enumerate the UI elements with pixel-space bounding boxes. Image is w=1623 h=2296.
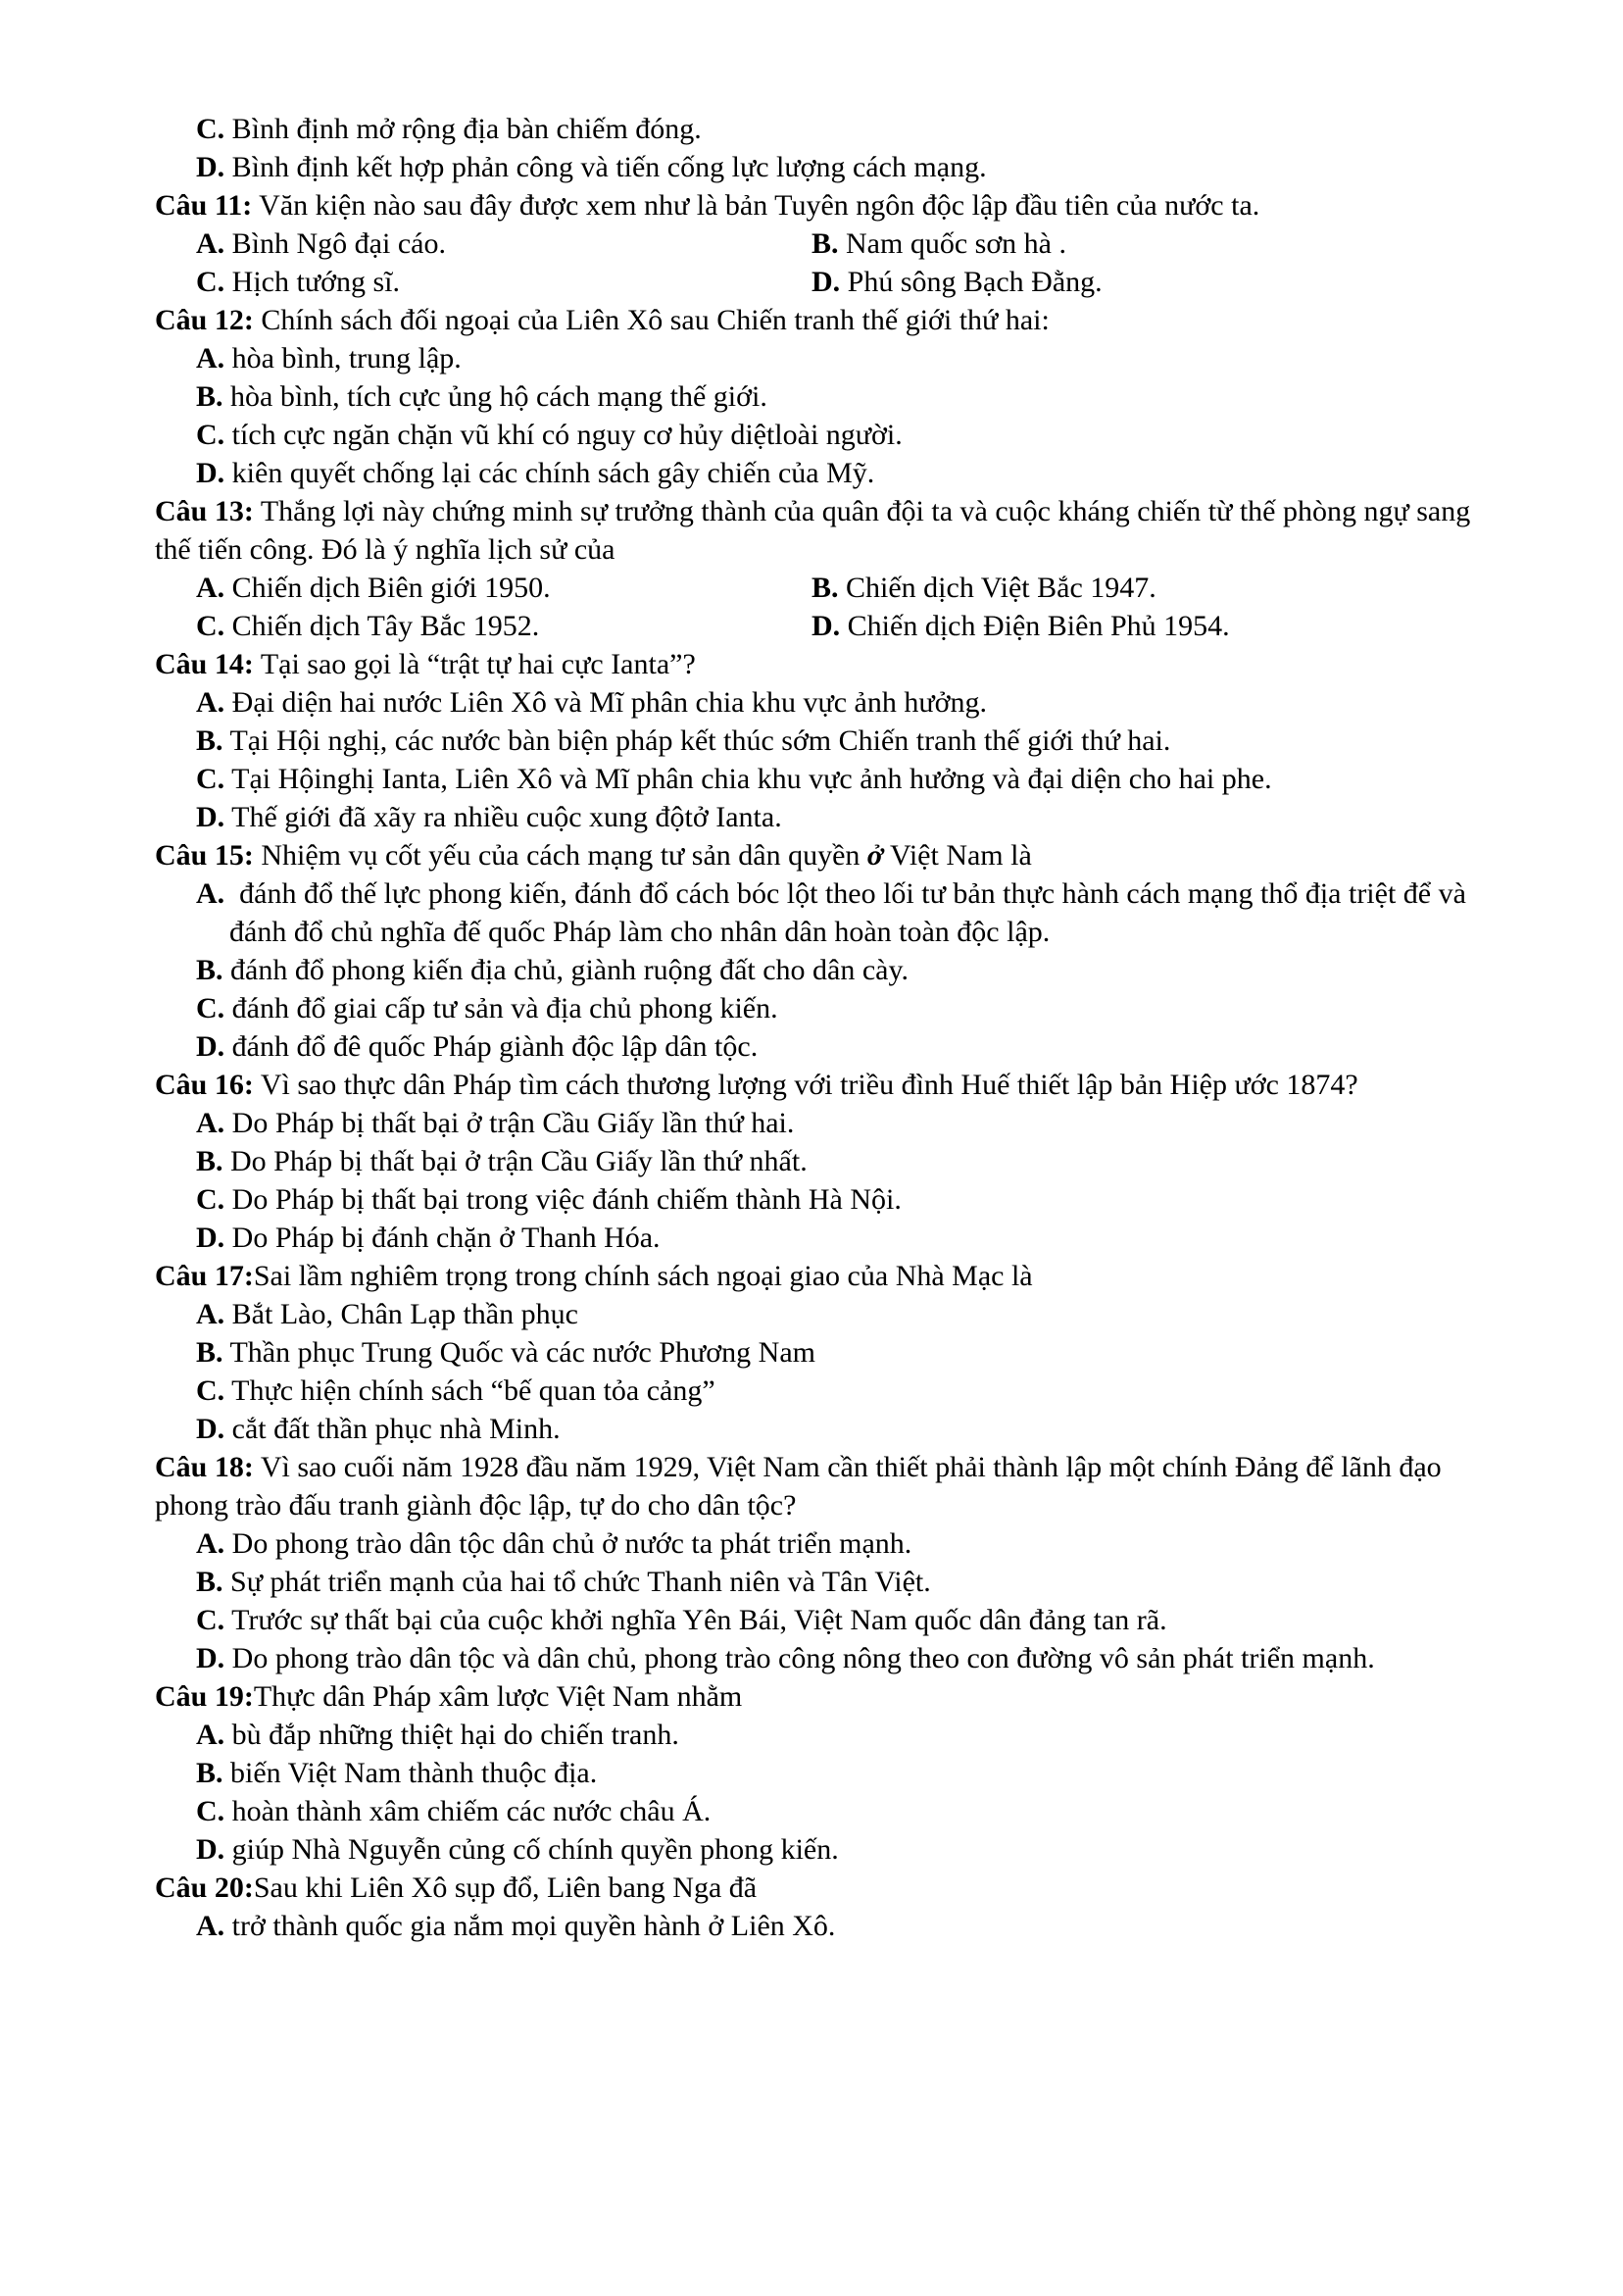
question-stem	[155, 836, 1505, 874]
question-text: Sai lầm nghiêm trọng trong chính sách ngoại giao của Nhà Mạc là	[253, 1260, 1033, 1292]
option-letter: C.	[196, 113, 225, 145]
option-c	[196, 263, 812, 301]
option-c	[196, 1372, 1505, 1410]
option-text: đánh đổ đê quốc Pháp giành độc lập dân tộc.	[231, 1030, 759, 1063]
option-letter: C.	[196, 419, 225, 451]
option-letter: B.	[196, 1336, 223, 1369]
option-d	[196, 1639, 1505, 1677]
question-label: Câu 13:	[155, 495, 254, 527]
option-letter: B.	[196, 380, 223, 413]
option-text: Do Pháp bị đánh chặn ở Thanh Hóa.	[231, 1222, 661, 1254]
option-letter: D.	[196, 1833, 225, 1866]
option-d	[196, 1830, 1505, 1869]
question-text: Chính sách đối ngoại của Liên Xô sau Chiến tranh thế giới thứ hai:	[261, 304, 1050, 336]
option-b	[196, 1142, 1505, 1180]
question-stem	[155, 1257, 1505, 1295]
option-text: Sự phát triển mạnh của hai tổ chức Thanh niên và Tân Việt.	[230, 1566, 931, 1598]
question-text: Thắng lợi này chứng minh sự trưởng thành của quân đội ta và cuộc kháng chiến từ thế phòng ngự sang thế tiến công. Đó là ý nghĩa lịch sử của	[155, 495, 1471, 566]
question-text: Văn kiện nào sau đây được xem như là bản Tuyên ngôn độc lập đầu tiên của nước ta.	[259, 189, 1260, 222]
option-text: Tại Hội nghị, các nước bàn biện pháp kết thúc sớm Chiến tranh thế giới thứ hai.	[229, 724, 1171, 757]
option-text: trở thành quốc gia nắm mọi quyền hành ở Liên Xô.	[231, 1910, 836, 1942]
option-letter: A.	[196, 686, 225, 719]
option-text: Thế giới đã xãy ra nhiều cuộc xung độtở Ianta.	[231, 801, 782, 833]
option-letter: A.	[196, 1298, 225, 1330]
option-c	[196, 110, 1505, 148]
question-14	[155, 645, 1505, 836]
question-label: Câu 18:	[155, 1451, 254, 1483]
option-text: Chiến dịch Tây Bắc 1952.	[231, 610, 540, 642]
question-label: Câu 14:	[155, 648, 254, 680]
option-letter: B.	[812, 572, 839, 604]
question-stem	[155, 301, 1505, 339]
option-c	[196, 416, 1505, 454]
option-a	[196, 1716, 1505, 1754]
option-text: Do Pháp bị thất bại ở trận Cầu Giấy lần thứ nhất.	[230, 1145, 808, 1177]
option-d	[812, 263, 1505, 301]
option-c	[196, 1180, 1505, 1219]
option-letter: D.	[812, 266, 841, 298]
option-text: Hịch tướng sĩ.	[231, 266, 400, 298]
option-letter: B.	[196, 1566, 223, 1598]
option-text: Do phong trào dân tộc dân chủ ở nước ta phát triển mạnh.	[231, 1527, 912, 1560]
option-d	[196, 454, 1505, 492]
question-text-emphasis: ở	[866, 839, 884, 872]
option-c	[196, 1601, 1505, 1639]
option-b	[196, 1333, 1505, 1372]
option-a	[196, 225, 812, 263]
question-label: Câu 16:	[155, 1069, 254, 1101]
option-text: Chiến dịch Điện Biên Phủ 1954.	[847, 610, 1230, 642]
option-letter: C.	[196, 1183, 225, 1216]
option-letter: A.	[196, 1527, 225, 1560]
question-text: Thực dân Pháp xâm lược Việt Nam nhằm	[253, 1680, 743, 1713]
option-text: Bắt Lào, Chân Lạp thần phục	[231, 1298, 578, 1330]
option-a	[196, 1524, 1505, 1563]
question-text: Nhiệm vụ cốt yếu của cách mạng tư sản dân quyền	[261, 839, 867, 872]
option-d	[196, 1410, 1505, 1448]
option-letter: A.	[196, 342, 225, 374]
option-text: Thần phục Trung Quốc và các nước Phương Nam	[229, 1336, 815, 1369]
question-label: Câu 20:	[155, 1872, 254, 1904]
option-b	[196, 722, 1505, 760]
option-letter: D.	[196, 801, 225, 833]
option-text: Bình định mở rộng địa bàn chiếm đóng.	[231, 113, 702, 145]
question-13	[155, 492, 1505, 645]
option-text: Tại Hộinghị Ianta, Liên Xô và Mĩ phân chia khu vực ảnh hưởng và đại diện cho hai phe.	[231, 763, 1272, 795]
option-b	[196, 377, 1505, 416]
option-text: Đại diện hai nước Liên Xô và Mĩ phân chia khu vực ảnh hưởng.	[231, 686, 987, 719]
question-label: Câu 19:	[155, 1680, 254, 1713]
option-c	[196, 607, 812, 645]
option-letter: B.	[196, 724, 223, 757]
option-text: hòa bình, tích cực ủng hộ cách mạng thế giới.	[230, 380, 767, 413]
option-letter: D.	[196, 457, 225, 489]
option-letter: A.	[196, 227, 225, 260]
option-b	[196, 1563, 1505, 1601]
option-text: Thực hiện chính sách “bế quan tỏa cảng”	[231, 1374, 715, 1407]
option-letter: D.	[196, 1222, 225, 1254]
option-c	[196, 989, 1505, 1027]
option-a	[196, 1104, 1505, 1142]
question-text-end: Việt Nam là	[883, 839, 1032, 872]
question-stem	[155, 1677, 1505, 1716]
option-b	[812, 225, 1505, 263]
question-stem	[155, 1448, 1505, 1524]
question-stem	[155, 1869, 1505, 1907]
option-letter: C.	[196, 266, 225, 298]
question-20	[155, 1869, 1505, 1945]
option-text: hòa bình, trung lập.	[231, 342, 462, 374]
option-text: Do phong trào dân tộc và dân chủ, phong trào công nông theo con đường vô sản phát triển mạnh.	[231, 1642, 1375, 1674]
question-stem	[155, 645, 1505, 683]
option-text: tích cực ngăn chặn vũ khí có nguy cơ hủy diệtloài người.	[231, 419, 903, 451]
option-letter: C.	[196, 1795, 225, 1827]
option-text: hoàn thành xâm chiếm các nước châu Á.	[231, 1795, 712, 1827]
option-text: giúp Nhà Nguyễn củng cố chính quyền phong kiến.	[231, 1833, 839, 1866]
option-letter: A.	[196, 1719, 225, 1751]
option-text: đánh đổ giai cấp tư sản và địa chủ phong kiến.	[231, 992, 778, 1024]
options-grid	[196, 569, 1505, 645]
question-label: Câu 11:	[155, 189, 253, 222]
option-b	[196, 951, 1505, 989]
question-label: Câu 17:	[155, 1260, 254, 1292]
option-letter: D.	[812, 610, 841, 642]
option-text: Nam quốc sơn hà .	[846, 227, 1067, 260]
option-a	[196, 683, 1505, 722]
option-text: biến Việt Nam thành thuộc địa.	[230, 1757, 598, 1789]
question-stem	[155, 186, 1505, 225]
option-letter: C.	[196, 610, 225, 642]
option-text: đánh đổ phong kiến địa chủ, giành ruộng đất cho dân cày.	[230, 954, 910, 986]
option-a	[196, 1295, 1505, 1333]
question-18	[155, 1448, 1505, 1677]
option-letter: A.	[196, 572, 225, 604]
option-letter: D.	[196, 1413, 225, 1445]
question-stem	[155, 1066, 1505, 1104]
option-a	[196, 1907, 1505, 1945]
option-text: Chiến dịch Việt Bắc 1947.	[846, 572, 1156, 604]
option-text: Bình định kết hợp phản công và tiến cống lực lượng cách mạng.	[231, 151, 987, 183]
option-b	[196, 1754, 1505, 1792]
question-text: Vì sao cuối năm 1928 đầu năm 1929, Việt Nam cần thiết phải thành lập một chính Đảng để lãnh đạo phong trào đấu tranh giành độc lập, tự do cho dân tộc?	[155, 1451, 1442, 1522]
option-text: Trước sự thất bại của cuộc khởi nghĩa Yên Bái, Việt Nam quốc dân đảng tan rã.	[231, 1604, 1167, 1636]
option-d	[196, 1027, 1505, 1066]
option-letter: B.	[812, 227, 839, 260]
option-d	[812, 607, 1505, 645]
option-letter: B.	[196, 1757, 223, 1789]
question-11	[155, 186, 1505, 301]
option-text: Phú sông Bạch Đằng.	[847, 266, 1103, 298]
question-12	[155, 301, 1505, 492]
question-15	[155, 836, 1505, 1066]
question-16	[155, 1066, 1505, 1257]
option-letter: A.	[196, 1910, 225, 1942]
option-letter: D.	[196, 1642, 225, 1674]
option-text: cắt đất thần phục nhà Minh.	[231, 1413, 561, 1445]
option-a	[196, 569, 812, 607]
option-letter: C.	[196, 1604, 225, 1636]
option-letter: D.	[196, 1030, 225, 1063]
option-text: Do Pháp bị thất bại trong việc đánh chiếm thành Hà Nội.	[231, 1183, 902, 1216]
option-letter: B.	[196, 1145, 223, 1177]
option-text: Bình Ngô đại cáo.	[231, 227, 446, 260]
option-c	[196, 760, 1505, 798]
option-d	[196, 798, 1505, 836]
question-10-continued	[155, 110, 1505, 186]
option-letter: C.	[196, 763, 225, 795]
option-text: Do Pháp bị thất bại ở trận Cầu Giấy lần thứ hai.	[231, 1107, 795, 1139]
option-text: đánh đổ thế lực phong kiến, đánh đổ cách bóc lột theo lối tư bản thực hành cách mạng thổ địa triệt để và đánh đổ chủ nghĩa đế quốc Pháp làm cho nhân dân hoàn toàn độc lập.	[229, 877, 1466, 948]
options-grid	[196, 225, 1505, 301]
option-letter: D.	[196, 151, 225, 183]
option-letter: C.	[196, 1374, 225, 1407]
option-a	[196, 339, 1505, 377]
option-text: kiên quyết chống lại các chính sách gây chiến của Mỹ.	[231, 457, 875, 489]
option-text: bù đắp những thiệt hại do chiến tranh.	[231, 1719, 679, 1751]
question-label: Câu 15:	[155, 839, 254, 872]
question-stem	[155, 492, 1505, 569]
option-letter: C.	[196, 992, 225, 1024]
option-d	[196, 1219, 1505, 1257]
option-text: Chiến dịch Biên giới 1950.	[231, 572, 551, 604]
question-text: Vì sao thực dân Pháp tìm cách thương lượng với triều đình Huế thiết lập bản Hiệp ước 1874?	[260, 1069, 1358, 1101]
question-text: Sau khi Liên Xô sụp đổ, Liên bang Nga đã	[253, 1872, 758, 1904]
question-label: Câu 12:	[155, 304, 254, 336]
question-17	[155, 1257, 1505, 1448]
option-d	[196, 148, 1505, 186]
option-letter: A.	[196, 877, 225, 910]
option-c	[196, 1792, 1505, 1830]
question-text: Tại sao gọi là “trật tự hai cực Ianta”?	[260, 648, 696, 680]
option-letter: A.	[196, 1107, 225, 1139]
option-b	[812, 569, 1505, 607]
option-letter: B.	[196, 954, 223, 986]
option-a	[196, 874, 1505, 951]
question-19	[155, 1677, 1505, 1869]
